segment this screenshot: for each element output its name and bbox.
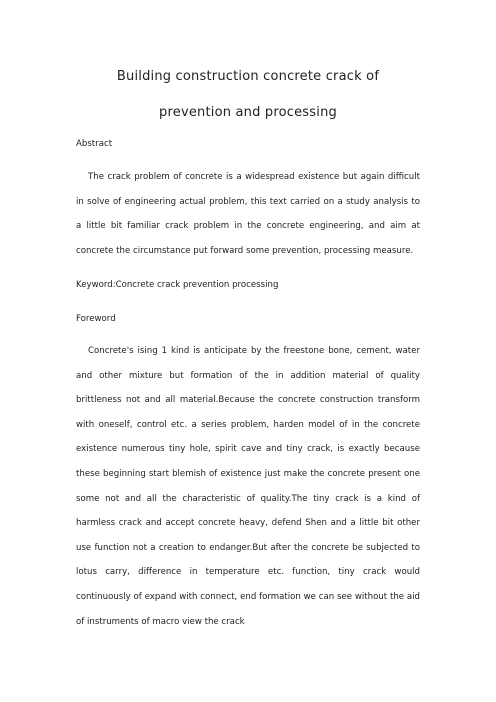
document-title-line-1: Building construction concrete crack of [116, 69, 380, 84]
foreword-heading: Foreword [76, 314, 116, 324]
foreword-paragraph: Concrete's ising 1 kind is anticipate by the freestone bone, cement, water and other mixture but formation of the in addition material of quality brittleness not and all material.Because the concrete construction transform with oneself, control etc. a series problem, harden model of in the concrete existence numerous tiny hole, spirit cave and tiny crack, is exactly because these beginning start blemish of existence just make the concrete present one some not and all the characteristic of quality.The tiny crack is a kind of harmless crack and accept concrete heavy, defend Shen and a little bit other use function not a creation to endanger.But after the concrete be subjected to lotus carry, difference in temperature etc. function, tiny crack would continuously of expand with connect, end formation we can see without the aid of instruments of macro view the crack [76, 346, 420, 627]
abstract-heading: Abstract [76, 139, 113, 149]
document-title-line-2: prevention and processing [159, 105, 337, 120]
keywords-line: Keyword:Concrete crack prevention processing [76, 280, 279, 290]
abstract-paragraph: The crack problem of concrete is a widespread existence but again difficult in solve of engineering actual problem, this text carried on a study analysis to a little bit familiar crack problem in the concrete engineering, and aim at concrete the circumstance put forward some prevention, processing measure. [76, 172, 420, 256]
